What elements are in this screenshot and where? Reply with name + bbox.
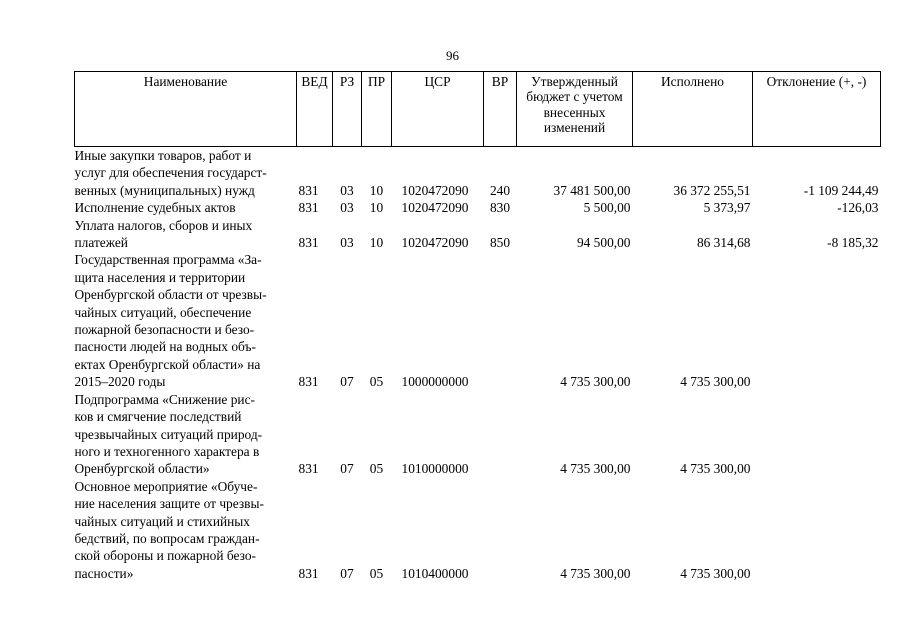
row-name-line: ской обороны и пожарной безо- <box>74 548 256 564</box>
row-rz: 03 <box>340 200 354 216</box>
row-name-line: ного и техногенного характера в <box>74 443 260 459</box>
table-row <box>75 199 881 216</box>
row-name-line: платежей <box>74 235 128 251</box>
row-pr: 05 <box>369 461 384 477</box>
row-name-line: ектах Оренбургской области» на <box>74 356 261 372</box>
row-deviation: -1 109 244,49 <box>803 182 879 198</box>
row-approved: 5 500,00 <box>583 200 631 216</box>
row-approved: 94 500,00 <box>576 235 631 251</box>
header-approved: Утвержденный бюджет с учетом внесенных изменений <box>517 72 633 147</box>
row-pr: 10 <box>369 235 384 251</box>
row-ved: 831 <box>298 182 319 198</box>
row-name-line: 2015–2020 годы <box>74 374 166 390</box>
row-name-line: чайных ситуаций, обеспечение <box>74 304 252 320</box>
row-name-line: Уплата налогов, сборов и иных <box>74 217 253 233</box>
row-csr: 1000000000 <box>401 374 469 390</box>
page-number: 96 <box>446 48 459 63</box>
table-row <box>75 217 881 252</box>
row-approved: 4 735 300,00 <box>560 461 631 477</box>
row-pr: 05 <box>369 565 384 581</box>
row-name-line: Государственная программа «За- <box>74 252 262 268</box>
row-name <box>75 147 297 200</box>
row-name-line: чрезвычайных ситуаций природ- <box>74 426 263 442</box>
table-body <box>75 147 881 583</box>
row-name-line: пожарной безопасности и безо- <box>74 322 255 338</box>
row-name <box>75 199 297 216</box>
row-deviation <box>753 391 881 478</box>
header-rz: РЗ <box>333 72 362 147</box>
row-name-line: Оренбургской области» <box>74 461 210 477</box>
row-pr: 10 <box>369 182 384 198</box>
row-executed: 4 735 300,00 <box>680 374 751 390</box>
row-executed: 5 373,97 <box>703 200 751 216</box>
row-csr: 1020472090 <box>401 182 469 198</box>
row-name <box>75 391 297 478</box>
row-name-line: венных (муниципальных) нужд <box>74 182 255 198</box>
row-deviation: -8 185,32 <box>827 235 879 251</box>
row-approved: 4 735 300,00 <box>560 374 631 390</box>
header-deviation: Отклонение (+, -) <box>753 72 881 147</box>
row-name-line: ние населения защите от чрезвы- <box>74 496 264 512</box>
row-deviation: -126,03 <box>837 200 879 216</box>
row-name-line: чайных ситуаций и стихийных <box>74 513 251 529</box>
table-header-row <box>75 72 881 147</box>
row-name <box>75 478 297 582</box>
row-name-line: Оренбургской области от чрезвы- <box>74 287 267 303</box>
table-row <box>75 478 881 582</box>
row-pr: 05 <box>369 374 384 390</box>
header-vr: ВР <box>484 72 517 147</box>
row-vr: 240 <box>489 182 511 198</box>
row-executed: 36 372 255,51 <box>673 182 751 198</box>
row-vr <box>484 478 517 582</box>
row-ved: 831 <box>298 235 319 251</box>
row-name-line: услуг для обеспечения государст- <box>74 165 267 181</box>
row-pr: 10 <box>369 200 384 216</box>
row-name-line: пасности людей на водных объ- <box>74 339 256 355</box>
row-name-line: Основное мероприятие «Обуче- <box>74 478 258 494</box>
row-approved: 37 481 500,00 <box>553 182 631 198</box>
header-csr: ЦСР <box>392 72 484 147</box>
row-csr: 1010000000 <box>401 461 469 477</box>
row-ved: 831 <box>298 565 319 581</box>
row-deviation <box>753 478 881 582</box>
row-ved: 831 <box>298 200 319 216</box>
row-rz: 07 <box>340 565 354 581</box>
row-executed: 4 735 300,00 <box>680 461 751 477</box>
row-name-line: Подпрограмма «Снижение рис- <box>74 391 255 407</box>
row-name-line: бедствий, по вопросам граждан- <box>74 530 260 546</box>
row-name-line: пасности» <box>74 565 134 581</box>
row-csr: 1020472090 <box>401 235 469 251</box>
row-vr: 830 <box>489 200 511 216</box>
row-rz: 03 <box>340 182 354 198</box>
row-vr <box>484 251 517 390</box>
header-ved: ВЕД <box>297 72 333 147</box>
row-csr: 1010400000 <box>401 565 469 581</box>
table-row <box>75 251 881 390</box>
row-vr <box>484 391 517 478</box>
row-deviation <box>753 251 881 390</box>
table-row <box>75 391 881 478</box>
row-rz: 07 <box>340 374 354 390</box>
row-csr: 1020472090 <box>401 200 469 216</box>
row-name <box>75 251 297 390</box>
row-ved: 831 <box>298 374 319 390</box>
row-name-line: Исполнение судебных актов <box>74 200 236 216</box>
row-rz: 07 <box>340 461 354 477</box>
row-ved: 831 <box>298 461 319 477</box>
row-name-line: ков и смягчение последствий <box>74 409 242 425</box>
table-row <box>75 147 881 200</box>
budget-table <box>74 71 881 582</box>
header-name: Наименование <box>75 72 297 147</box>
row-name-line: щита населения и территории <box>74 269 246 285</box>
row-executed: 86 314,68 <box>696 235 751 251</box>
row-name <box>75 217 297 252</box>
row-approved: 4 735 300,00 <box>560 565 631 581</box>
row-vr: 850 <box>489 235 511 251</box>
row-name-line: Иные закупки товаров, работ и <box>74 148 252 163</box>
row-rz: 03 <box>340 235 354 251</box>
header-executed: Исполнено <box>633 72 753 147</box>
header-pr: ПР <box>362 72 392 147</box>
row-executed: 4 735 300,00 <box>680 565 751 581</box>
